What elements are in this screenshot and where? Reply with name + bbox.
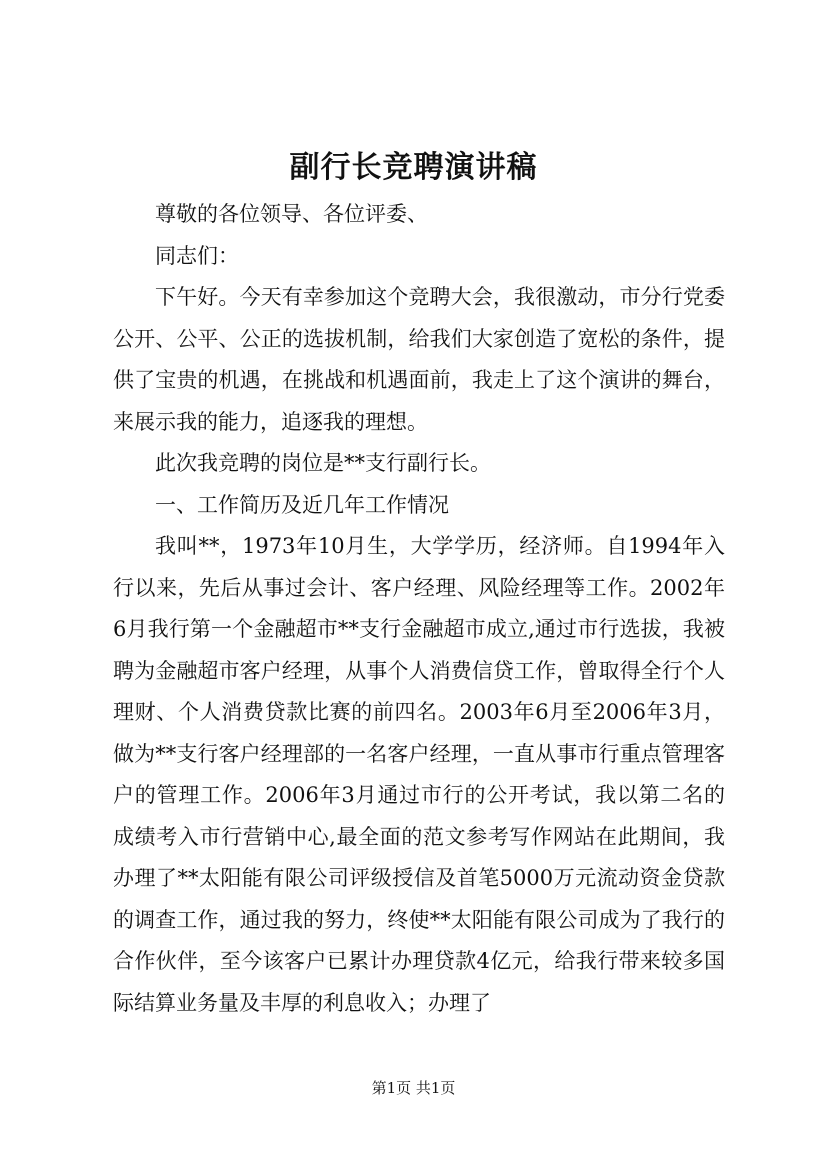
document-body bbox=[113, 194, 725, 1024]
body-paragraph: 此次我竞聘的岗位是**支行副行长。 bbox=[155, 451, 491, 475]
body-paragraph: 下午好。今天有幸参加这个竞聘大会，我很激动，市分行党委公开、公平、公正的选拔机制，给我们大家创造了宽松的条件，提供了宝贵的机遇，在挑战和机遇面前，我走上了这个演讲的舞台，来展示我的能力，追逐我的理想。 bbox=[113, 285, 725, 434]
body-paragraph: 我叫**，1973年10月生，大学学历，经济师。自1994年入行以来，先后从事过会计、客户经理、风险经理等工作。2002年6月我行第一个金融超市**支行金融超市成立,通过市行选拔，我被聘为金融超市客户经理，从事个人消费信贷工作，曾取得全行个人理财、个人消费贷款比赛的前四名。2003年6月至2006年3月，做为**支行客户经理部的一名客户经理，一直从事市行重点管理客户的管理工作。2006年3月通过市行的公开考试，我以第二名的成绩考入市行营销中心,最全面的范文参考写作网站在此期间，我办理了**太阳能有限公司评级授信及首笔5000万元流动资金贷款的调查工作，通过我的努力，终使**太阳能有限公司成为了我行的合作伙伴，至今该客户已累计办理贷款4亿元，给我行带来较多国际结算业务量及丰厚的利息收入；办理了 bbox=[113, 534, 725, 1015]
salutation-paragraph: 尊敬的各位领导、各位评委、 bbox=[155, 202, 428, 226]
document-title: 副行长竞聘演讲稿 bbox=[289, 150, 538, 185]
page-footer: 第1页 共1页 bbox=[371, 1079, 456, 1097]
section-heading: 一、工作简历及近几年工作情况 bbox=[155, 492, 449, 517]
salutation-paragraph: 同志们： bbox=[155, 243, 239, 268]
